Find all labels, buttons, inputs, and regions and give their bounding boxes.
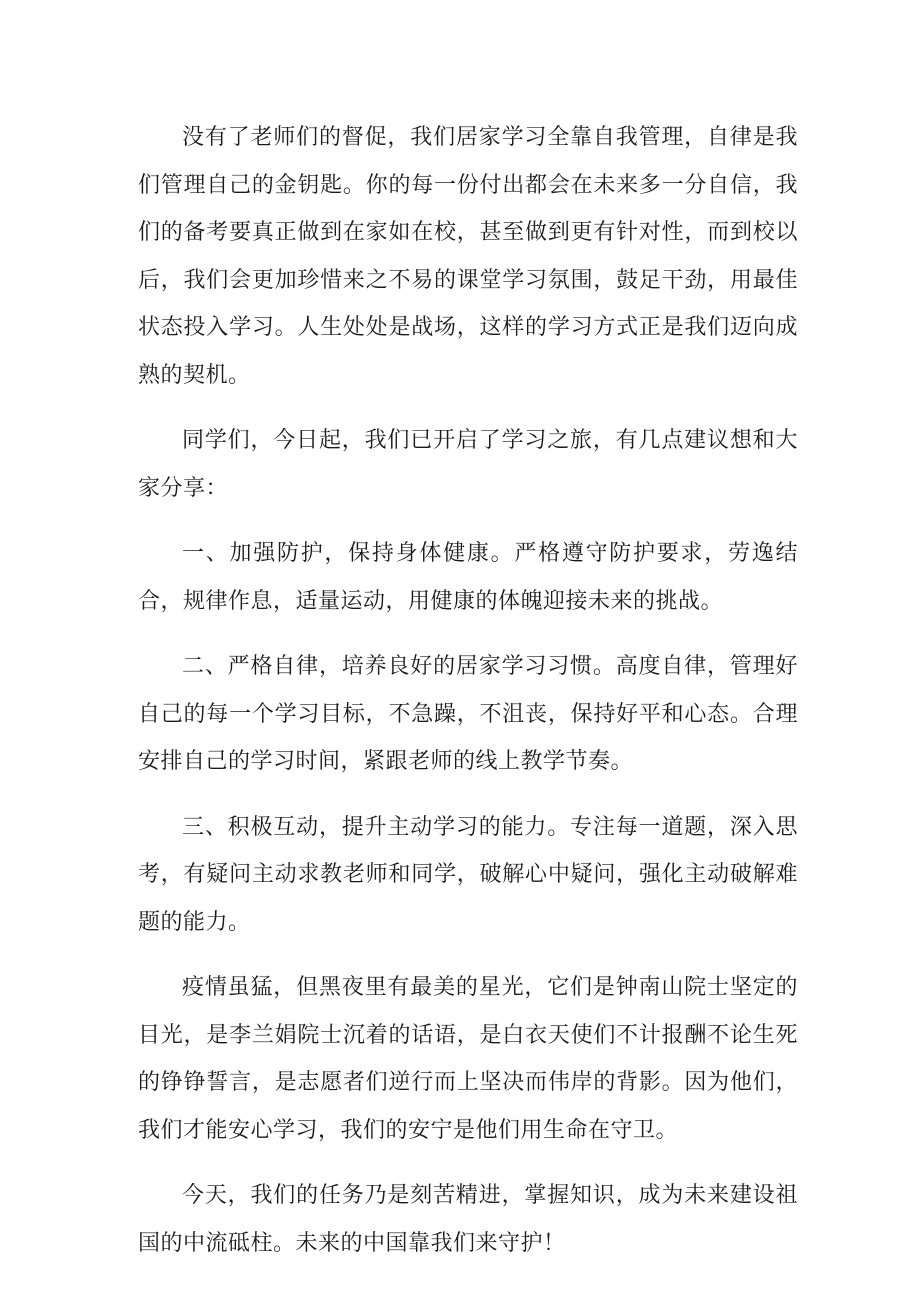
document-body [138,114,798,1285]
paragraph-suggestion-3: 三、积极互动，提升主动学习的能力。专注每一道题，深入思考，有疑问主动求教老师和同学，破解心中疑问，强化主动破解难题的能力。 [138,814,798,935]
paragraph-self-discipline: 没有了老师们的督促，我们居家学习全靠自我管理，自律是我们管理自己的金钥匙。你的每一份付出都会在未来多一分自信，我们的备考要真正做到在家如在校，甚至做到更有针对性，而到校以后，我们会更加珍惜来之不易的课堂学习氛围，鼓足干劲，用最佳状态投入学习。人生处处是战场，这样的学习方式正是我们迈向成熟的契机。 [138,125,798,388]
paragraph-epidemic: 疫情虽猛，但黑夜里有最美的星光，它们是钟南山院士坚定的目光，是李兰娟院士沉着的话语，是白衣天使们不计报酬不论生死的铮铮誓言，是志愿者们逆行而上坚决而伟岸的背影。因为他们，我们才能安心学习，我们的安宁是他们用生命在守卫。 [138,975,798,1143]
paragraph-conclusion: 今天，我们的任务乃是刻苦精进，掌握知识，成为未来建设祖国的中流砥柱。未来的中国靠我们来守护！ [138,1183,798,1256]
paragraph-suggestion-1: 一、加强防护，保持身体健康。严格遵守防护要求，劳逸结合，规律作息，适量运动，用健康的体魄迎接未来的挑战。 [138,541,798,614]
paragraph-suggestion-2: 二、严格自律，培养良好的居家学习习惯。高度自律，管理好自己的每一个学习目标，不急躁，不沮丧，保持好平和心态。合理安排自己的学习时间，紧跟老师的线上教学节奏。 [138,654,798,774]
paragraph-suggestions-intro: 同学们，今日起，我们已开启了学习之旅，有几点建议想和大家分享： [138,428,798,501]
